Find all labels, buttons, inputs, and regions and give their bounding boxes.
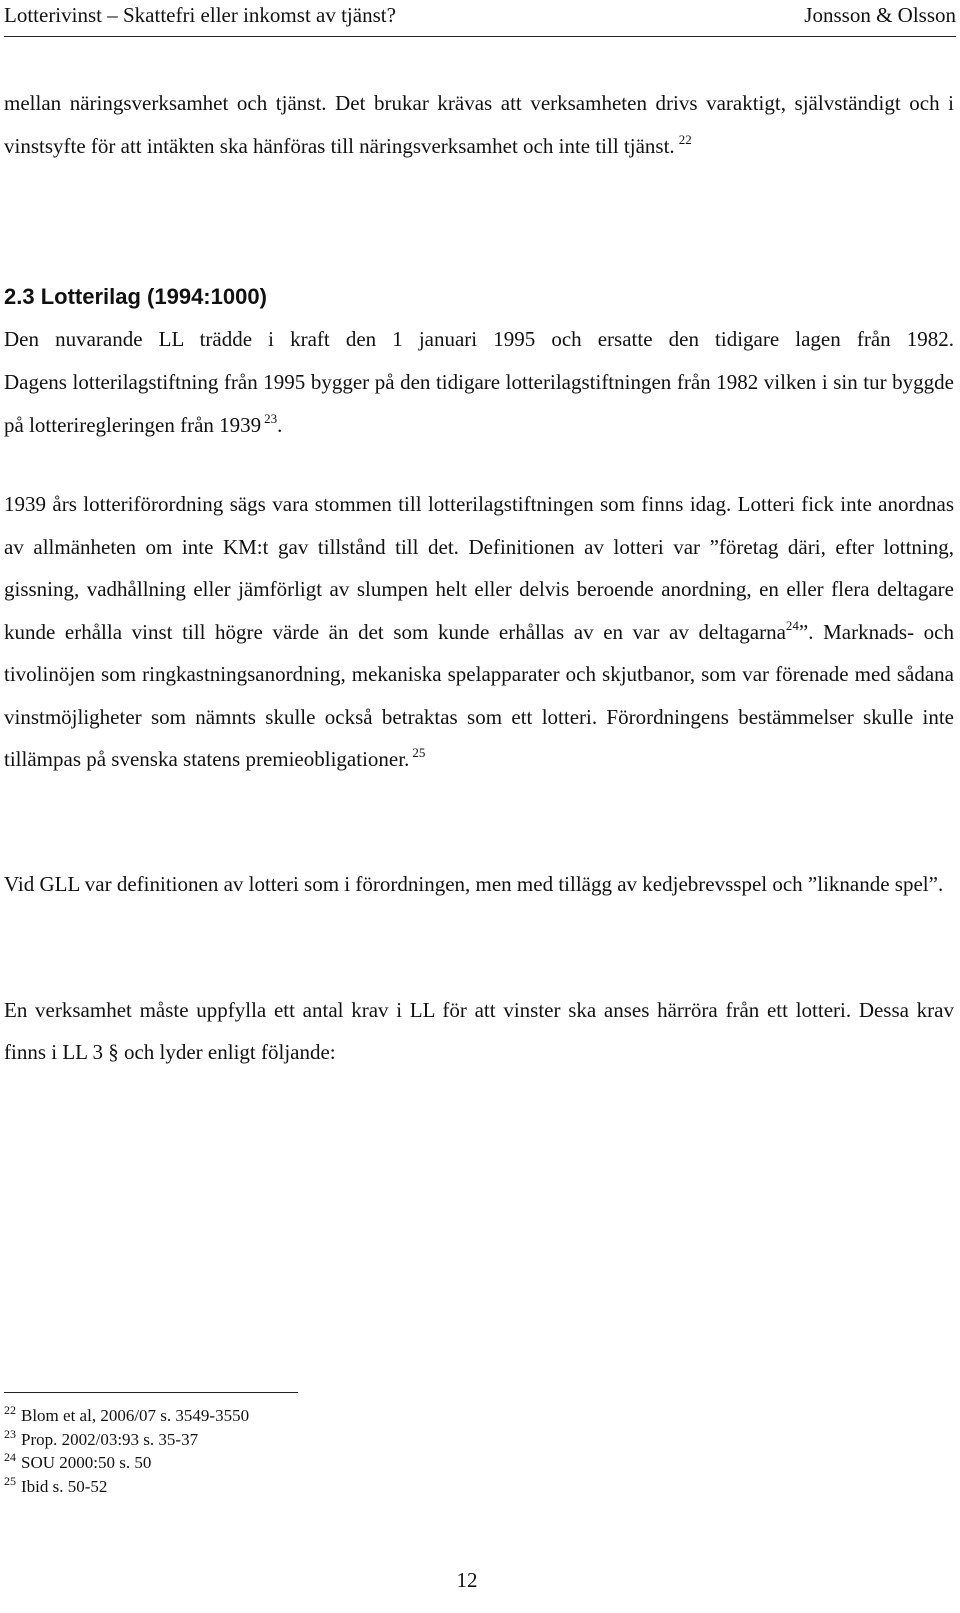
- footnote-number: 24: [4, 1450, 16, 1464]
- footnote-number: 23: [4, 1426, 16, 1441]
- paragraph-text: mellan näringsverksamhet och tjänst. Det brukar krävas att verksamheten drivs varaktigt, självständigt och i vinstsyfte för att intäkten ska hänföras till näringsverksamhet och inte till tjänst.: [4, 91, 954, 158]
- section-heading: 2.3 Lotterilag (1994:1000): [4, 284, 267, 309]
- footnote-separator: [4, 1392, 298, 1393]
- page-number: 12: [456, 1568, 478, 1592]
- footnote-number: 25: [4, 1473, 16, 1488]
- running-header: [4, 0, 956, 37]
- header-authors: Jonsson & Olsson: [804, 3, 956, 27]
- paragraph-text: 1939 års lotteriförordning sägs vara stommen till lotterilagstiftningen som finns idag. Lotteri fick inte anordnas av allmänheten om inte KM:t gav tillstånd till det. Definitionen av lotteri var ”företag däri, efter lottning, gissning, vadhållning eller jämförligt av slumpen helt eller delvis beroende anordning, en eller flera deltagare kunde erhålla vinst till högre värde än det som kunde erhållas av en var av deltagarna: [4, 492, 954, 644]
- footnote-ref[interactable]: 25: [412, 745, 426, 760]
- footnote-item: [4, 1404, 249, 1428]
- footnote-ref[interactable]: 24: [785, 617, 799, 633]
- footnote-text: Ibid s. 50-52: [21, 1476, 108, 1496]
- header-title: Lotterivinst – Skattefri eller inkomst av tjänst?: [4, 3, 396, 27]
- footnote-text: Blom et al, 2006/07 s. 3549-3550: [21, 1406, 250, 1425]
- footnote-ref[interactable]: 23: [264, 411, 278, 426]
- footnote-number: 22: [4, 1403, 16, 1417]
- paragraph-requirements: [4, 989, 954, 1073]
- paragraph-text: ”. Marknads- och tivolinöjen som ringkastningsanordning, mekaniska spelapparater och skjutbanor, som var förenade med sådana vinstmöjligheter som nämnts skulle också betraktas som ett lotteri. Förordningens bestämmelser skulle inte tillämpas på svenska statens premieobligationer.: [4, 619, 954, 771]
- footnote-item: [4, 1475, 249, 1499]
- section-intro: [4, 318, 954, 447]
- paragraph-1939-ordinance: [4, 483, 954, 781]
- sentence-end: .: [277, 413, 283, 437]
- section-intro-sentence: Dagens lotterilagstiftning från 1995 bygger på den tidigare lotterilagstiftningen från 1982 vilken i sin tur byggde på lotteriregleringen från 1939: [4, 370, 954, 437]
- section-intro-text: [4, 361, 954, 447]
- footnote-text: Prop. 2002/03:93 s. 35-37: [21, 1429, 199, 1449]
- footnotes: [4, 1404, 249, 1498]
- paragraph-text: Vid GLL var definitionen av lotteri som i förordningen, men med tillägg av kedjebrevsspel och ”liknande spel”.: [4, 872, 944, 896]
- footnote-item: [4, 1451, 249, 1475]
- footnote-ref[interactable]: 22: [678, 132, 692, 147]
- paragraph-text: En verksamhet måste uppfylla ett antal krav i LL för att vinster ska anses härröra från ett lotteri. Dessa krav finns i LL 3 § och lyder enligt följande:: [4, 998, 954, 1064]
- paragraph-continued: [4, 82, 954, 168]
- footnote-item: [4, 1428, 249, 1452]
- footnote-text: SOU 2000:50 s. 50: [21, 1453, 152, 1472]
- section-intro-line: Den nuvarande LL trädde i kraft den 1 januari 1995 och ersatte den tidigare lagen från 1982.: [4, 327, 954, 351]
- paragraph-gll: [4, 863, 954, 905]
